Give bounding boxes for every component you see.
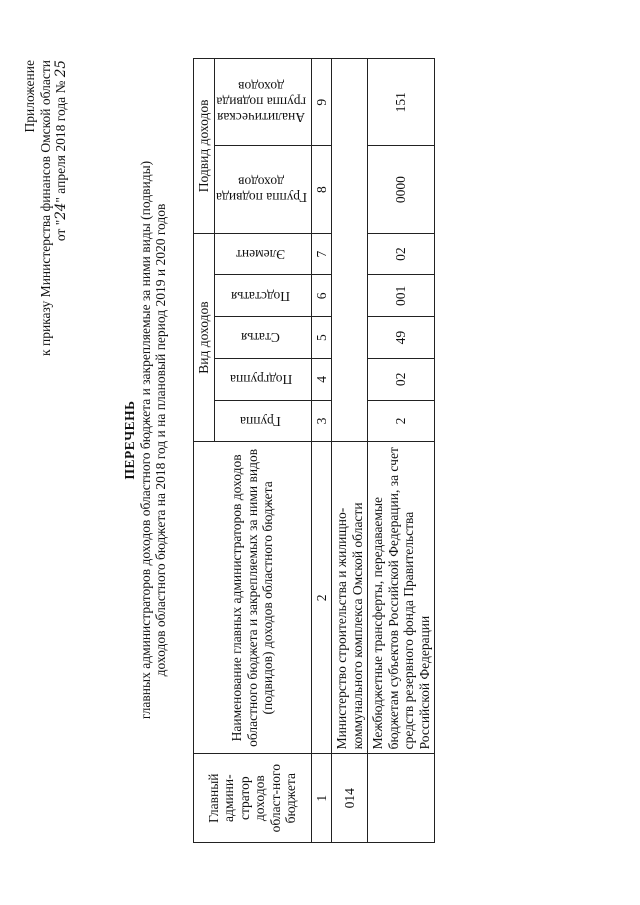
header-admin: Главный админи-стратор доходов област-ного бюджета [194,754,312,843]
header-podvid-label: Группа подвида доходов [215,174,307,206]
code-group: 2 [368,400,435,442]
header-vid-col [214,400,311,442]
approval-prefix: от " [53,219,68,242]
approval-line-1: Приложение [22,60,37,133]
row-name: Межбюджетные трансферты, передаваемые бюджетам субъектов Российской Федерации, за счет средств резервного фонда Правительства Российской Федерации [368,442,435,754]
header-name: Наименование главных администраторов доходов областного бюджета и закрепляемых за ними видов (подвидов) доходов областного бюджета [194,442,312,754]
document-heading [122,45,169,835]
approval-mid: " апреля 2018 года № [53,77,68,203]
column-number: 7 [311,233,332,275]
code-article: 49 [368,317,435,359]
approval-number: 25 [53,60,69,78]
column-number: 9 [311,59,332,146]
code-element: 02 [368,233,435,275]
document-title: ПЕРЕЧЕНЬ [122,400,137,480]
header-podvid-group: Подвид доходов [194,59,215,234]
code-subgroup: 02 [368,359,435,401]
header-vid-label: Группа [240,413,282,429]
column-number: 5 [311,317,332,359]
header-vid-label: Статья [241,330,281,346]
row-name: Министерство строительства и жилищно-коммунального комплекса Омской области [332,442,368,754]
approval-line-3 [53,60,70,356]
column-number: 4 [311,359,332,401]
header-podvid-label: Аналитическая группа подвида доходов [215,79,306,126]
heading-line-2: доходов областного бюджета на 2018 год и на плановый период 2019 и 2020 годов [153,203,168,677]
approval-day: 24 [53,202,69,220]
approval-block [22,60,70,356]
header-podvid-col [214,146,311,233]
column-number: 8 [311,146,332,233]
code-subarticle: 001 [368,275,435,317]
table-row [368,59,435,843]
header-vid-label: Подгруппа [229,372,292,388]
heading-line-1: главных администраторов доходов областного бюджета и закрепляемые за ними виды (подвиды) [137,160,153,720]
code-podvid-group: 0000 [368,146,435,233]
header-vid-col [214,317,311,359]
header-vid-col [214,359,311,401]
column-number: 3 [311,400,332,442]
header-vid-col [214,275,311,317]
code-analytic-group: 151 [368,59,435,146]
header-vid-col [214,233,311,275]
column-number: 2 [311,442,332,754]
header-vid-group: Вид доходов [194,233,215,442]
header-row-1 [194,59,215,843]
column-number-row [311,59,332,843]
row-codes-empty [332,59,368,442]
header-vid-label: Элемент [236,246,286,262]
approval-line-2: к приказу Министерства финансов Омской области [37,60,53,356]
column-number: 6 [311,275,332,317]
admin-code: 014 [332,754,368,843]
admin-code [368,754,435,843]
revenue-table [193,58,435,843]
column-number: 1 [311,754,332,843]
table-row [332,59,368,843]
header-podvid-col [214,59,311,146]
header-vid-label: Подстатья [231,288,291,304]
